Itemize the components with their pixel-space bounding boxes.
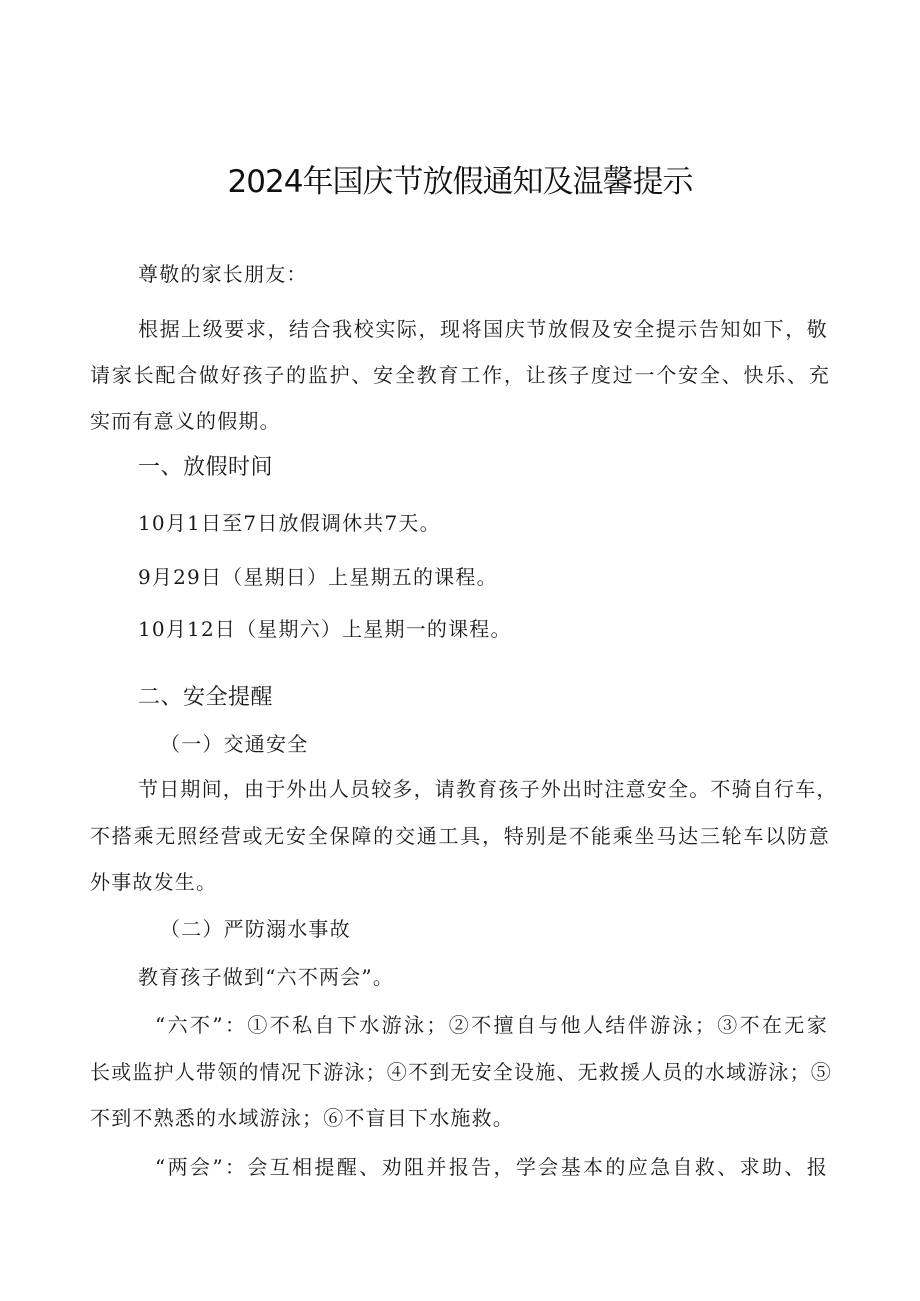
six-no-line-1: “六不”：①不私自下水游泳；②不擅自与他人结伴游泳；③不在无家 — [155, 1013, 828, 1037]
subsection-drowning-heading: （二）严防溺水事故 — [160, 917, 351, 941]
drowning-intro: 教育孩子做到“六不两会”。 — [138, 965, 395, 989]
greeting: 尊敬的家长朋友： — [138, 262, 308, 286]
intro-line-3: 实而有意义的假期。 — [90, 409, 281, 433]
traffic-line-3: 外事故发生。 — [90, 870, 218, 894]
section-1-heading: 一、放假时间 — [138, 455, 274, 480]
traffic-line-1: 节日期间，由于外出人员较多，请教育孩子外出时注意安全。不骑自行车， — [138, 777, 838, 801]
intro-line-2: 请家长配合做好孩子的监护、安全教育工作，让孩子度过一个安全、快乐、充 — [90, 363, 830, 387]
traffic-line-2: 不搭乘无照经营或无安全保障的交通工具，特别是不能乘坐马达三轮车以防意 — [90, 824, 830, 848]
makeup-day-1: 9月29日（星期日）上星期五的课程。 — [138, 565, 498, 589]
holiday-period: 10月1日至7日放假调休共7天。 — [138, 511, 441, 535]
makeup-day-2: 10月12日（星期六）上星期一的课程。 — [138, 617, 512, 641]
six-no-line-2: 长或监护人带领的情况下游泳；④不到无安全设施、无救援人员的水域游泳；⑤ — [90, 1060, 832, 1084]
document-title: 2024年国庆节放假通知及温馨提示 — [227, 164, 693, 200]
two-can-line-1: “两会”：会互相提醒、劝阻并报告，学会基本的应急自救、求助、报 — [155, 1155, 828, 1179]
section-2-heading: 二、安全提醒 — [138, 685, 274, 710]
six-no-line-3: 不到不熟悉的水域游泳；⑥不盲目下水施救。 — [90, 1106, 514, 1130]
intro-line-1: 根据上级要求，结合我校实际，现将国庆节放假及安全提示告知如下，敬 — [138, 317, 828, 341]
subsection-traffic-heading: （一）交通安全 — [160, 732, 309, 756]
